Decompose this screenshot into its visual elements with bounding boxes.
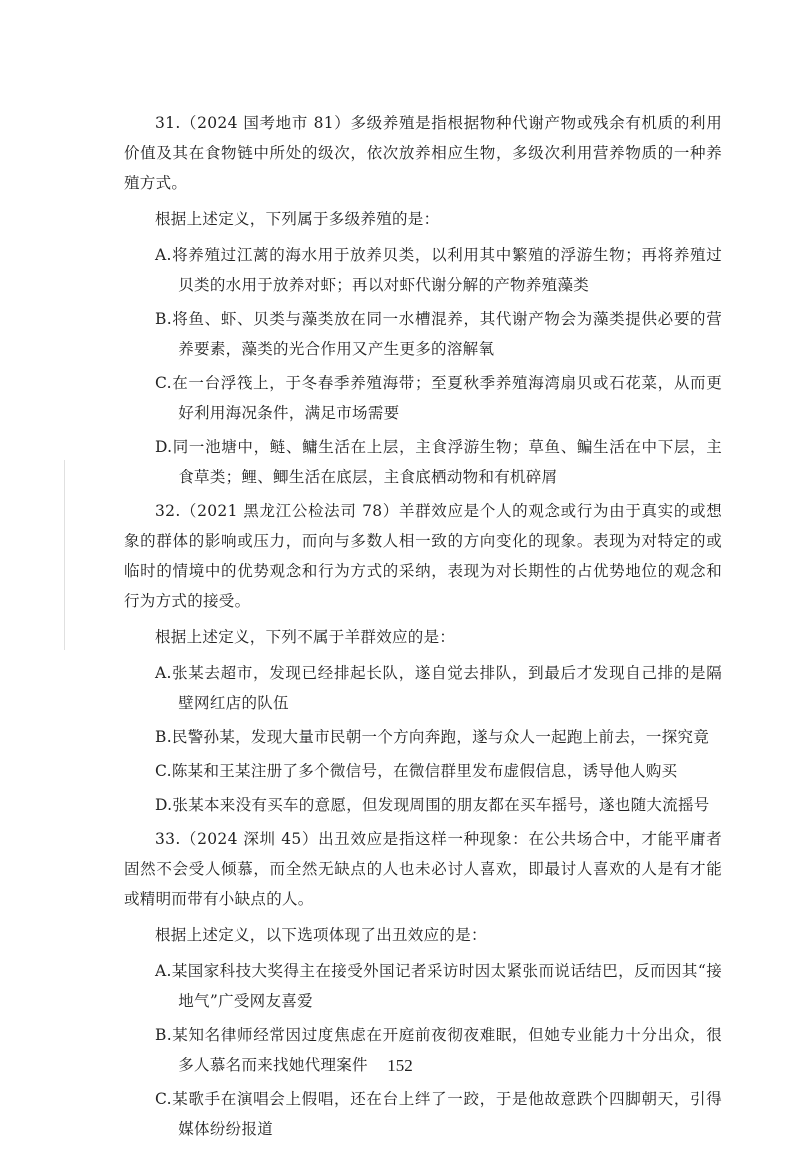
option-text: 民警孙某，发现大量市民朝一个方向奔跑，遂与众人一起跑上前去，一探究竟 bbox=[171, 728, 710, 746]
option-d bbox=[155, 790, 722, 820]
option-letter: A. bbox=[155, 664, 172, 682]
option-text: 将鱼、虾、贝类与藻类放在同一水槽混养，其代谢产物会为藻类提供必要的营养要素，藻类的光合作用又产生更多的溶解氧 bbox=[171, 310, 722, 358]
question-stem: 33.（2024 深圳 45）出丑效应是指这样一种现象：在公共场合中，才能平庸者固然不会受人倾慕，而全然无缺点的人也未必讨人喜欢，即最讨人喜欢的人是有才能或精明而带有小缺点的人。 bbox=[124, 830, 722, 908]
question-31 bbox=[124, 108, 722, 492]
option-a bbox=[155, 956, 722, 1016]
option-b bbox=[155, 722, 722, 752]
option-list bbox=[124, 240, 722, 492]
option-a bbox=[155, 658, 722, 718]
option-letter: B. bbox=[155, 310, 172, 328]
option-text: 某知名律师经常因过度焦虑在开庭前夜彻夜难眠，但她专业能力十分出众，很多人慕名而来找她代理案件 bbox=[171, 1026, 722, 1074]
question-33 bbox=[124, 824, 722, 1144]
option-c bbox=[155, 756, 722, 786]
question-prompt: 根据上述定义，下列属于多级养殖的是： bbox=[155, 210, 440, 228]
option-b bbox=[155, 304, 722, 364]
option-letter: C. bbox=[155, 1090, 172, 1108]
option-text: 某国家科技大奖得主在接受外国记者采访时因太紧张而说话结巴，反而因其“接地气”广受网友喜爱 bbox=[171, 962, 722, 1010]
option-letter: A. bbox=[155, 246, 172, 264]
option-c bbox=[155, 368, 722, 428]
option-text: 同一池塘中，鲢、鳙生活在上层，主食浮游生物；草鱼、鳊生活在中下层，主食草类；鲤、鲫生活在底层，主食底栖动物和有机碎屑 bbox=[172, 438, 722, 486]
option-list bbox=[124, 658, 722, 820]
option-d bbox=[155, 432, 722, 492]
page-content bbox=[124, 108, 722, 1148]
option-list bbox=[124, 956, 722, 1144]
question-32 bbox=[124, 496, 722, 820]
option-text: 张某本来没有买车的意愿，但发现周围的朋友都在买车摇号，遂也随大流摇号 bbox=[172, 796, 710, 814]
option-letter: C. bbox=[155, 374, 172, 392]
option-letter: D. bbox=[155, 796, 173, 814]
question-stem: 31.（2024 国考地市 81）多级养殖是指根据物种代谢产物或残余有机质的利用价值及其在食物链中所处的级次，依次放养相应生物，多级次利用营养物质的一种养殖方式。 bbox=[124, 114, 722, 192]
option-text: 张某去超市，发现已经排起长队，遂自觉去排队，到最后才发现自己排的是隔壁网红店的队伍 bbox=[171, 664, 722, 712]
option-text: 陈某和王某注册了多个微信号，在微信群里发布虚假信息，诱导他人购买 bbox=[171, 762, 678, 780]
option-letter: C. bbox=[155, 762, 172, 780]
option-letter: B. bbox=[155, 728, 172, 746]
option-letter: D. bbox=[155, 438, 173, 456]
option-letter: A. bbox=[155, 962, 172, 980]
option-c bbox=[155, 1084, 722, 1144]
question-stem: 32.（2021 黑龙江公检法司 78）羊群效应是个人的观念或行为由于真实的或想象的群体的影响或压力，而向与多数人相一致的方向变化的现象。表现为对特定的或临时的情境中的优势观念和行为方式的采纳，表现为对长期性的占优势地位的观念和行为方式的接受。 bbox=[124, 502, 722, 610]
option-text: 将养殖过江蓠的海水用于放养贝类，以利用其中繁殖的浮游生物；再将养殖过贝类的水用于放养对虾；再以对虾代谢分解的产物养殖藻类 bbox=[171, 246, 722, 294]
question-prompt: 根据上述定义，以下选项体现了出丑效应的是： bbox=[155, 926, 487, 944]
page-number: 152 bbox=[387, 1056, 413, 1075]
option-text: 某歌手在演唱会上假唱，还在台上绊了一跤，于是他故意跌个四脚朝天，引得媒体纷纷报道 bbox=[171, 1090, 722, 1138]
option-letter: B. bbox=[155, 1026, 172, 1044]
option-a bbox=[155, 240, 722, 300]
scan-edge-mark bbox=[64, 460, 65, 650]
question-prompt: 根据上述定义，下列不属于羊群效应的是： bbox=[155, 628, 456, 646]
option-text: 在一台浮筏上，于冬春季养殖海带；至夏秋季养殖海湾扇贝或石花菜，从而更好利用海况条件，满足市场需要 bbox=[171, 374, 722, 422]
